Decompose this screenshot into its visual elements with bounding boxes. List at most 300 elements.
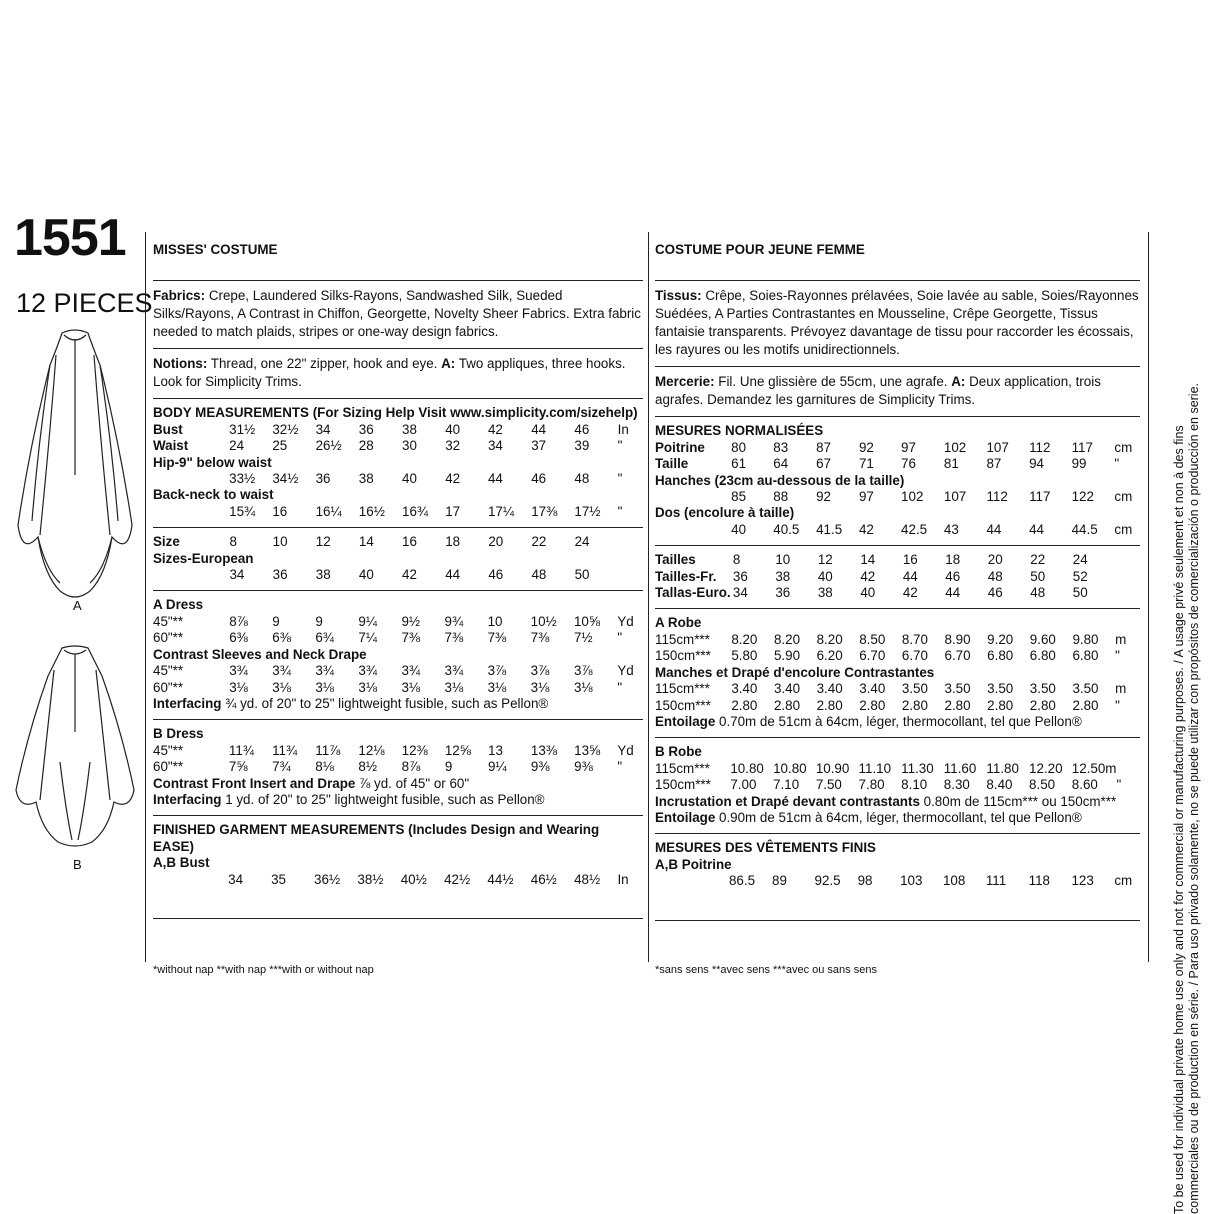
table-cell: 38 <box>402 421 417 437</box>
table-cell: 83 <box>773 439 789 455</box>
figure-a-illustration <box>10 325 140 605</box>
table-cell: 3¾ <box>315 663 334 679</box>
table-row <box>153 567 643 583</box>
en-body-measurements <box>153 399 643 528</box>
table-row <box>655 615 1140 631</box>
row-label <box>655 489 731 505</box>
table-cell: 40½ <box>400 871 427 887</box>
en-b-interfacing-text: 1 yd. of 20" to 25" lightweight fusible, such as Pellon® <box>225 791 545 807</box>
table-cell: 9¼ <box>488 759 507 775</box>
table-row <box>153 438 643 454</box>
table-cell: 112 <box>1029 439 1051 455</box>
table-cell: 92.5 <box>814 873 841 889</box>
table-cell: 38 <box>775 568 791 584</box>
table-cell: 16¼ <box>315 503 342 519</box>
usage-disclaimer <box>1172 214 1202 1214</box>
table-cell: 7⅜ <box>530 630 550 646</box>
table-cell <box>1115 585 1140 601</box>
fr-fabrics-label: Tissus: <box>655 288 702 304</box>
figure-b-illustration <box>10 642 140 852</box>
table-cell: 2.80 <box>1072 697 1099 713</box>
table-cell: 3⅛ <box>272 679 291 695</box>
table-cell: 46 <box>945 568 961 584</box>
table-cell: 16 <box>402 534 417 550</box>
table-cell: cm <box>1114 521 1133 537</box>
english-column <box>153 238 643 919</box>
table-row <box>153 872 643 888</box>
table-cell: 40 <box>860 585 876 601</box>
table-cell: 111 <box>985 873 1007 889</box>
row-label: 115cm*** <box>655 760 710 776</box>
table-cell: 36 <box>358 421 374 437</box>
french-column <box>655 238 1140 921</box>
divider-middle <box>648 232 649 962</box>
table-cell: 8.50 <box>1029 777 1056 793</box>
table-cell: 3.50 <box>901 681 928 697</box>
table-cell: 94 <box>1029 456 1044 472</box>
table-cell: 11.80 <box>986 760 1019 776</box>
table-row <box>655 761 1140 777</box>
row-label: Back-neck to waist <box>153 487 274 503</box>
en-notions-a: A: <box>441 356 456 372</box>
table-cell: 9.60 <box>1029 631 1056 647</box>
table-cell: 102 <box>943 439 967 455</box>
table-cell: 42 <box>445 471 461 487</box>
table-cell: 11.30 <box>901 760 934 776</box>
table-cell: 40 <box>731 521 747 537</box>
row-label: Tallas-Euro. <box>655 585 731 601</box>
row-label: 60"** <box>153 630 184 646</box>
en-b-contrast-text: ⅞ yd. of 45" or 60" <box>359 775 470 791</box>
table-row <box>655 489 1140 505</box>
table-cell: 44.5 <box>1071 521 1098 537</box>
en-finished <box>153 816 643 919</box>
row-label: B Robe <box>655 744 702 760</box>
table-cell: 8.90 <box>944 631 971 647</box>
table-cell: In <box>617 421 629 437</box>
row-label: 60"** <box>153 759 184 775</box>
table-cell: 7⅜ <box>401 630 421 646</box>
table-cell: 46 <box>574 421 590 437</box>
table-cell: 2.80 <box>944 697 971 713</box>
fr-fabrics-text: Crêpe, Soies-Rayonnes prélavées, Soie lavée au sable, Soies/Rayonnes Suédées, A Parties Contrastantes en Mousseline, Crêpe Georgette, Tissus fantaisie transparents. Prévoyez davantage de tissu pour raccorder les écossais, les rayures ou les motifs unidirectionnels. <box>655 288 1139 358</box>
table-cell: 7.10 <box>773 777 800 793</box>
table-cell: 8⅛ <box>315 759 334 775</box>
table-row <box>655 505 1140 521</box>
disclaimer-line-1: To be used for individual private home use only and not for commercial or manufacturing purposes. / A usage privé seulement et non à des fins <box>1172 425 1186 1214</box>
table-cell: 18 <box>445 534 461 550</box>
table-cell: 76 <box>901 456 916 472</box>
table-cell: 8.70 <box>901 631 928 647</box>
table-cell: 13⅝ <box>574 742 601 758</box>
table-cell: cm <box>1114 489 1133 505</box>
table-cell: 42.5 <box>901 521 928 537</box>
table-cell: 67 <box>816 456 832 472</box>
row-label: Tailles <box>655 552 696 568</box>
table-cell: 92 <box>816 489 832 505</box>
table-row <box>655 777 1140 793</box>
table-cell: 14 <box>358 534 374 550</box>
table-cell: 34½ <box>272 471 299 487</box>
table-cell: 8.40 <box>986 777 1013 793</box>
fr-notions-label: Mercerie: <box>655 374 715 390</box>
table-cell <box>618 534 643 550</box>
table-cell: 112 <box>986 489 1008 505</box>
table-cell: 5.80 <box>731 648 758 664</box>
table-cell: " <box>617 679 623 695</box>
table-row <box>655 522 1140 538</box>
table-cell: 16¾ <box>402 503 429 519</box>
table-cell: 32½ <box>272 421 299 437</box>
row-label: 150cm*** <box>655 777 711 793</box>
table-cell: 39 <box>574 438 590 454</box>
table-cell: 122 <box>1071 489 1094 505</box>
table-cell: 3.50 <box>1029 681 1056 697</box>
figure-a-label: A <box>73 598 82 613</box>
table-cell: 43 <box>943 521 959 537</box>
table-row <box>655 681 1140 697</box>
table-cell: 8.20 <box>731 631 758 647</box>
table-cell: 11.60 <box>943 760 977 776</box>
table-cell: 15¾ <box>229 503 256 519</box>
table-cell: 8 <box>732 552 741 568</box>
en-body-title: BODY MEASUREMENTS (For Sizing Help Visit www.simplicity.com/sizehelp) <box>153 405 638 421</box>
table-cell: 46 <box>987 585 1003 601</box>
table-row <box>153 726 643 742</box>
table-cell: 118 <box>1028 873 1050 889</box>
row-label: Hanches (23cm au-dessous de la taille) <box>655 472 905 488</box>
table-cell: 44½ <box>487 871 514 887</box>
table-cell: 24 <box>229 438 245 454</box>
fr-finished <box>655 834 1140 920</box>
table-cell: 117 <box>1029 489 1051 505</box>
table-cell: 86.5 <box>728 873 756 889</box>
table-cell: " <box>617 438 623 454</box>
fr-title: COSTUME POUR JEUNE FEMME <box>655 242 865 257</box>
table-cell: 36 <box>315 471 331 487</box>
table-cell: Yd <box>617 613 634 629</box>
table-cell: 12.20 <box>1029 760 1063 776</box>
table-cell: 34 <box>732 585 748 601</box>
table-cell: 3.50 <box>1072 681 1099 697</box>
table-cell: 3.50 <box>944 681 971 697</box>
table-cell: 2.80 <box>987 697 1014 713</box>
table-cell: m <box>1115 631 1127 647</box>
table-cell: Yd <box>617 663 634 679</box>
table-row <box>655 585 1140 601</box>
row-label: Tailles-Fr. <box>655 568 717 584</box>
table-row <box>655 665 1140 681</box>
table-cell: 40 <box>445 421 461 437</box>
table-cell: 9 <box>315 613 323 629</box>
table-cell: 6.70 <box>859 648 886 664</box>
table-cell: 3⅛ <box>530 679 550 695</box>
table-cell: 9.20 <box>987 631 1014 647</box>
table-cell: 44 <box>986 521 1002 537</box>
en-fabrics-text: Crepe, Laundered Silks-Rayons, Sandwashed Silk, Sueded Silks/Rayons, A Contrast in Chiffon, Georgette, Novelty Sheer Fabrics. Extra fabric needed to match plaids, stripes or one-way design fabrics. <box>153 288 641 340</box>
table-row <box>655 456 1140 472</box>
table-cell: 24 <box>574 534 590 550</box>
table-row <box>153 680 643 696</box>
table-cell: 40 <box>358 567 374 583</box>
fr-body-title: MESURES NORMALISÉES <box>655 423 824 439</box>
table-cell: 3¾ <box>444 663 464 679</box>
table-cell: 102 <box>901 489 924 505</box>
en-finished-title: FINISHED GARMENT MEASUREMENTS (Includes Design and Wearing EASE) <box>153 822 600 854</box>
table-cell: 64 <box>773 456 789 472</box>
table-cell: 87 <box>986 456 1002 472</box>
table-cell: 17⅜ <box>531 503 558 519</box>
table-row <box>655 473 1140 489</box>
table-row <box>655 552 1140 568</box>
table-cell: 35 <box>271 871 287 887</box>
table-row <box>153 534 643 550</box>
table-cell: 36 <box>775 585 791 601</box>
table-cell: 8.30 <box>943 777 970 793</box>
row-label: 45"** <box>153 663 184 679</box>
table-cell: 97 <box>858 489 874 505</box>
fr-fabrics <box>655 281 1140 367</box>
table-cell: 107 <box>986 439 1009 455</box>
pieces-count: 12 PIECES <box>16 288 153 318</box>
table-cell: 44 <box>445 567 461 583</box>
table-cell: 3.40 <box>773 681 801 697</box>
row-label <box>153 504 229 520</box>
table-cell: 11.10 <box>858 760 892 776</box>
row-label: Bust <box>153 421 183 437</box>
table-cell: 123 <box>1071 873 1094 889</box>
fr-b-interfacing-label: Entoilage <box>655 809 716 825</box>
fr-sizes <box>655 546 1140 609</box>
row-label: Contrast Sleeves and Neck Drape <box>153 646 367 662</box>
table-cell <box>1116 761 1140 777</box>
table-cell: 3⅛ <box>487 679 507 695</box>
table-cell: 22 <box>1030 552 1046 568</box>
table-cell: 5.90 <box>773 648 801 664</box>
en-a-interfacing-label: Interfacing <box>153 695 222 711</box>
table-cell: 36 <box>732 568 748 584</box>
table-cell: 98 <box>857 873 873 889</box>
en-notions <box>153 349 643 399</box>
table-cell: 38 <box>315 567 331 583</box>
en-body-table <box>153 422 643 520</box>
table-cell: 8⅞ <box>229 613 248 629</box>
table-row <box>655 648 1140 664</box>
table-cell: 7¾ <box>272 759 291 775</box>
row-label: A,B Bust <box>153 855 210 871</box>
table-cell: 20 <box>488 534 504 550</box>
table-row <box>153 422 643 438</box>
table-cell: 52 <box>1072 568 1088 584</box>
row-label: 115cm*** <box>655 681 710 697</box>
table-cell: 48 <box>574 471 590 487</box>
table-cell: 6.20 <box>816 648 843 664</box>
en-sizes <box>153 528 643 591</box>
table-cell: 32 <box>445 438 461 454</box>
en-footnote: *without nap **with nap ***with or without nap <box>153 964 374 976</box>
table-cell: 12.50m <box>1071 760 1117 776</box>
table-cell: 12⅛ <box>358 742 385 758</box>
table-row <box>153 647 643 663</box>
table-cell: 42 <box>487 421 503 437</box>
table-cell: 81 <box>943 456 959 472</box>
table-cell: 9 <box>444 759 453 775</box>
table-cell: 11⅞ <box>315 742 341 758</box>
table-cell: 3⅞ <box>530 663 550 679</box>
table-cell: 6⅜ <box>229 630 248 646</box>
row-label: Poitrine <box>655 439 705 455</box>
table-cell: 44 <box>902 568 918 584</box>
table-cell: 48 <box>987 568 1003 584</box>
table-cell: 48 <box>531 567 547 583</box>
table-cell: 7⅜ <box>487 630 507 646</box>
table-cell: 13⅜ <box>530 742 557 758</box>
table-row <box>655 857 1140 873</box>
table-cell: 2.80 <box>773 697 801 713</box>
table-cell: 50 <box>1072 585 1088 601</box>
table-cell: 12⅜ <box>401 742 428 758</box>
table-cell: 14 <box>860 552 876 568</box>
table-cell: 44 <box>531 421 547 437</box>
table-row <box>153 855 643 871</box>
fr-b-interfacing-text: 0.90m de 51cm à 64cm, léger, thermocollant, tel que Pellon® <box>719 809 1082 825</box>
table-cell: 10.80 <box>773 760 807 776</box>
fr-footnote: *sans sens **avec sens ***avec ou sans sens <box>655 964 877 976</box>
table-cell: 3⅛ <box>573 679 593 695</box>
table-row <box>153 759 643 775</box>
table-cell: " <box>1115 648 1120 664</box>
table-cell: 108 <box>942 873 966 889</box>
table-cell: " <box>617 759 623 775</box>
table-cell: 3⅛ <box>229 679 248 695</box>
en-b-interfacing-label: Interfacing <box>153 791 222 807</box>
table-cell: 7.00 <box>730 777 757 793</box>
table-cell: 71 <box>858 456 874 472</box>
table-cell: 80 <box>731 439 747 455</box>
table-cell: 3⅛ <box>444 679 464 695</box>
table-row <box>153 504 643 520</box>
fr-body-measurements <box>655 417 1140 546</box>
table-cell: cm <box>1114 873 1133 889</box>
table-cell: 17 <box>445 503 461 519</box>
table-cell: 97 <box>901 439 916 455</box>
table-cell: 87 <box>816 439 832 455</box>
table-cell: 33½ <box>229 471 256 487</box>
fr-a-robe <box>655 609 1140 738</box>
fr-finished-title: MESURES DES VÊTEMENTS FINIS <box>655 840 876 856</box>
table-cell: 50 <box>574 567 590 583</box>
table-cell: 3.40 <box>816 681 843 697</box>
table-cell: 7½ <box>573 630 593 646</box>
table-row <box>153 455 643 471</box>
table-cell: 3⅞ <box>487 663 507 679</box>
fr-b-contrast-label: Incrustation et Drapé devant contrastants <box>655 793 920 809</box>
table-cell: 48½ <box>574 871 601 887</box>
divider-left <box>145 232 146 962</box>
table-cell: 8.60 <box>1071 777 1098 793</box>
table-cell: 28 <box>358 438 374 454</box>
table-cell: 3¾ <box>272 663 291 679</box>
table-cell: 9⅜ <box>574 759 593 775</box>
table-cell: 6.80 <box>987 648 1014 664</box>
fr-notions <box>655 367 1140 417</box>
table-cell: 3⅞ <box>573 663 593 679</box>
en-b-contrast-label: Contrast Front Insert and Drape <box>153 775 356 791</box>
en-a-dress <box>153 591 643 720</box>
table-cell: 42 <box>860 568 876 584</box>
row-label: 150cm*** <box>655 697 711 713</box>
table-cell: 8.10 <box>901 777 928 793</box>
table-cell: 44 <box>487 471 503 487</box>
table-cell: 46½ <box>530 871 557 887</box>
table-cell: 9½ <box>401 613 421 629</box>
table-cell: " <box>1114 456 1120 472</box>
row-label <box>153 872 228 888</box>
table-cell: 38½ <box>357 871 384 887</box>
table-cell <box>1115 552 1140 568</box>
table-cell: " <box>617 630 623 646</box>
table-cell: 88 <box>773 489 789 505</box>
table-cell: 2.80 <box>1029 697 1056 713</box>
table-cell: 8 <box>229 534 237 550</box>
table-row <box>153 614 643 630</box>
table-cell: 2.80 <box>859 697 886 713</box>
row-label: 45"** <box>153 613 184 629</box>
fr-a-interfacing-label: Entoilage <box>655 713 716 729</box>
table-cell: 34 <box>228 871 244 887</box>
table-cell: 42 <box>902 585 918 601</box>
table-cell: 9¾ <box>444 613 464 629</box>
table-cell: " <box>617 503 623 519</box>
en-fabrics <box>153 281 643 349</box>
table-cell: 12⅝ <box>444 742 471 758</box>
table-cell: 8⅞ <box>401 759 421 775</box>
row-label: 45"** <box>153 742 184 758</box>
table-cell: 10 <box>272 534 288 550</box>
table-cell: 8.20 <box>773 631 801 647</box>
table-row <box>655 632 1140 648</box>
table-cell: 36½ <box>314 871 341 887</box>
table-cell: 30 <box>402 438 417 454</box>
table-cell: 3¾ <box>229 663 248 679</box>
table-cell: 38 <box>358 471 374 487</box>
en-fabrics-label: Fabrics: <box>153 288 206 304</box>
table-cell: 6.80 <box>1072 648 1099 664</box>
table-cell: 40.5 <box>773 521 800 537</box>
row-label <box>153 471 229 487</box>
table-cell: 3⅛ <box>315 679 334 695</box>
table-cell: 20 <box>987 552 1003 568</box>
table-cell: 10⅝ <box>573 613 601 629</box>
row-label <box>153 567 229 583</box>
row-label: Manches et Drapé d'encolure Contrastantes <box>655 664 935 680</box>
table-cell: 13 <box>488 742 503 758</box>
table-cell: 3.40 <box>731 681 758 697</box>
table-cell: 17½ <box>574 503 601 519</box>
row-label: 60"** <box>153 679 184 695</box>
table-cell: 8½ <box>358 759 378 775</box>
table-cell: 44 <box>945 585 961 601</box>
table-cell: 11¾ <box>228 742 254 758</box>
en-notions-text: Thread, one 22" zipper, hook and eye. <box>210 356 438 372</box>
table-cell: 8.50 <box>859 631 886 647</box>
table-cell: 3.40 <box>859 681 886 697</box>
fr-notions-text: Fil. Une glissière de 55cm, une agrafe. <box>718 374 948 390</box>
table-cell: 2.80 <box>901 697 928 713</box>
table-cell: 24 <box>1072 552 1088 568</box>
row-label: A,B Poitrine <box>655 856 732 872</box>
table-cell: 34 <box>229 567 245 583</box>
